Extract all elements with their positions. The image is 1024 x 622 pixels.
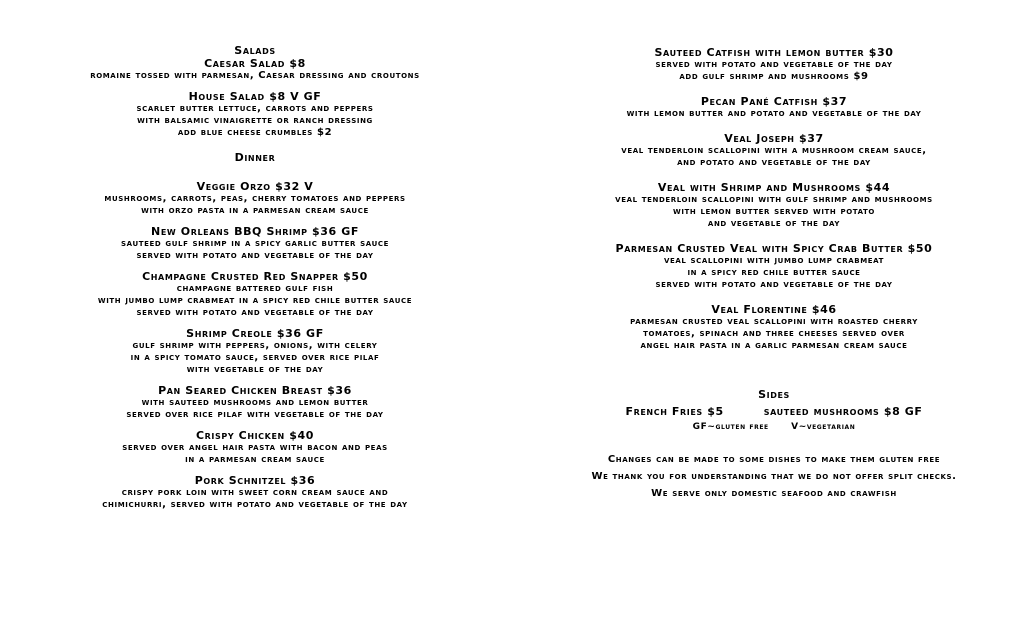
dish-description: served with potato and vegetable of the day	[655, 279, 893, 290]
dish-description: served with potato and vegetable of the day	[655, 59, 893, 70]
dish-sauteed-catfish	[530, 46, 1018, 83]
dish-title: New Orleans BBQ Shrimp $36 GF	[151, 225, 359, 238]
dish-description: parmesan crusted veal scallopini with roasted cherry	[630, 316, 918, 327]
dish-description: veal tenderloin scallopini with gulf shrimp and mushrooms	[615, 194, 933, 205]
sides-heading: Sides	[758, 388, 790, 401]
dish-description: crispy pork loin with sweet corn cream sauce and	[121, 487, 389, 498]
dish-description: and potato and vegetable of the day	[677, 157, 871, 168]
dish-description: with lemon butter served with potato	[673, 206, 875, 217]
dish-shrimp-creole	[10, 327, 500, 376]
dish-description: veal tenderloin scallopini with a mushroom cream sauce,	[621, 145, 927, 156]
dish-title: Shrimp Creole $36 GF	[186, 327, 324, 340]
dish-description: angel hair pasta in a garlic parmesan cream sauce	[640, 340, 908, 351]
dish-pork-schnitzel	[10, 474, 500, 511]
dish-description: tomatoes, spinach and three cheeses served over	[643, 328, 905, 339]
dish-title: Veal Florentine $46	[711, 303, 837, 316]
dish-crispy-chicken	[10, 429, 500, 466]
dish-veal-florentine	[530, 303, 1018, 352]
dish-chicken-breast	[10, 384, 500, 421]
dish-description: veal scallopini with jumbo lump crabmeat	[663, 255, 885, 266]
dish-description: with sauteed mushrooms and lemon butter	[141, 397, 369, 408]
note-split-checks: We thank you for understanding that we do not offer split checks.	[591, 471, 957, 482]
dish-description: add gulf shrimp and mushrooms $9	[679, 71, 869, 82]
note-domestic-seafood: We serve only domestic seafood and crawfish	[651, 488, 897, 499]
dish-description: in a parmesan cream sauce	[185, 454, 325, 465]
dish-veal-joseph	[530, 132, 1018, 169]
dish-description: with vegetable of the day	[186, 364, 324, 375]
dish-title: Pan Seared Chicken Breast $36	[158, 384, 352, 397]
dish-title: Pork Schnitzel $36	[194, 474, 316, 487]
dish-description: in a spicy red chile butter sauce	[687, 267, 861, 278]
dish-description: mushrooms, carrots, peas, cherry tomatoes and peppers	[104, 193, 406, 204]
dish-veggie-orzo	[10, 180, 500, 217]
dish-description: and vegetable of the day	[707, 218, 841, 229]
dish-description: champagne battered gulf fish	[176, 283, 334, 294]
dish-description: with lemon butter and potato and vegetable of the day	[626, 108, 922, 119]
dish-bbq-shrimp	[10, 225, 500, 262]
dish-description: served over rice pilaf with vegetable of the day	[126, 409, 384, 420]
diet-legend: GF~gluten free V~vegetarian	[692, 422, 856, 432]
house-salad-description-3: add blue cheese crumbles $2	[177, 127, 333, 138]
salads-heading: Salads	[234, 44, 276, 57]
house-salad-description-2: with balsamic vinaigrette or ranch dressing	[137, 115, 373, 126]
side-french-fries: French Fries $5	[625, 405, 724, 418]
dish-title: Champagne Crusted Red Snapper $50	[142, 270, 368, 283]
dish-description: with orzo pasta in a parmesan cream sauce	[141, 205, 369, 216]
dish-title: Veal Joseph $37	[724, 132, 824, 145]
dish-description: chimichurri, served with potato and vegetable of the day	[102, 499, 408, 510]
dish-title: Sauteed Catfish with lemon butter $30	[654, 46, 894, 59]
dish-description: served with potato and vegetable of the day	[136, 250, 374, 261]
sides-list	[530, 405, 1018, 419]
dish-description: served with potato and vegetable of the day	[136, 307, 374, 318]
side-sauteed-mushrooms: sauteed mushrooms $8 GF	[763, 405, 923, 418]
menu-right-column	[530, 0, 1018, 502]
dinner-heading: Dinner	[234, 151, 276, 164]
dish-pecan-catfish	[530, 95, 1018, 120]
caesar-salad-title: Caesar Salad $8	[204, 57, 306, 70]
dish-red-snapper	[10, 270, 500, 319]
dish-description: sauteed gulf shrimp in a spicy garlic butter sauce	[121, 238, 389, 249]
dish-veal-shrimp-mushrooms	[530, 181, 1018, 230]
dish-parmesan-veal	[530, 242, 1018, 291]
caesar-salad-description: romaine tossed with parmesan, Caesar dressing and croutons	[90, 70, 420, 81]
dish-title: Crispy Chicken $40	[195, 429, 315, 442]
dish-description: with jumbo lump crabmeat in a spicy red chile butter sauce	[97, 295, 413, 306]
dish-title: Veggie Orzo $32 V	[196, 180, 314, 193]
dish-title: Pecan Pané Catfish $37	[700, 95, 848, 108]
dish-description: served over angel hair pasta with bacon and peas	[122, 442, 388, 453]
house-salad-description-1: scarlet butter lettuce, carrots and peppers	[136, 103, 374, 114]
dish-title: Parmesan Crusted Veal with Spicy Crab Butter $50	[615, 242, 933, 255]
dish-description: in a spicy tomato sauce, served over rice pilaf	[130, 352, 380, 363]
note-gluten-free: Changes can be made to some dishes to make them gluten free	[607, 454, 941, 465]
dish-description: gulf shrimp with peppers, onions, with celery	[132, 340, 378, 351]
menu-left-column	[10, 0, 500, 511]
dish-title: Veal with Shrimp and Mushrooms $44	[657, 181, 891, 194]
house-salad-title: House Salad $8 V GF	[188, 90, 322, 103]
